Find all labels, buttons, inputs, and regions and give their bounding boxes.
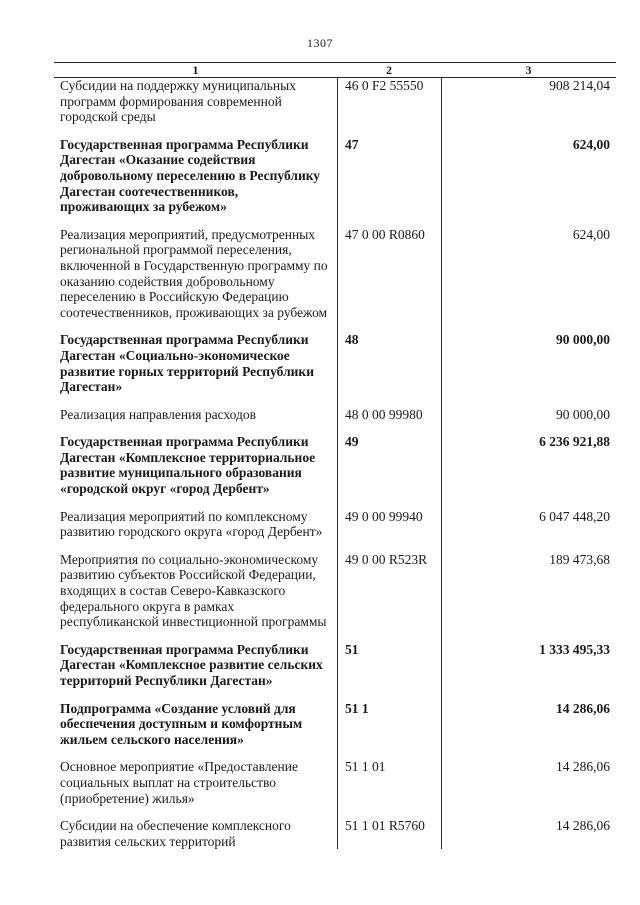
- row-name: Реализация направления расходов: [60, 406, 257, 422]
- column-divider: [337, 78, 338, 849]
- table-header: [54, 62, 616, 78]
- row-code: 46 0 F2 55550: [345, 78, 424, 93]
- row-code: 48 0 00 99980: [345, 406, 423, 422]
- row-amount: 1 333 495,33: [539, 641, 610, 657]
- row-name: Реализация мероприятий, предусмотренных региональной программой переселения, включенной в Государственную программу по оказанию содействия добровольному переселению в Российскую Федерацию соотечественников, проживающих за рубежом: [60, 226, 328, 320]
- row-amount: 624,00: [572, 136, 610, 152]
- table-row: [54, 434, 616, 496]
- row-code: 51 1 01: [345, 759, 386, 775]
- header-col-1: 1: [192, 63, 199, 77]
- table-row: [54, 642, 616, 689]
- row-code: 51: [345, 641, 359, 657]
- row-code: 51 1 01 R5760: [345, 818, 425, 834]
- row-code: 47 0 00 R0860: [345, 226, 425, 242]
- budget-table: [54, 62, 616, 861]
- table-row: [54, 509, 616, 540]
- row-code: 49: [345, 434, 359, 450]
- row-code: 51 1: [345, 700, 369, 716]
- table-row: [54, 227, 616, 321]
- row-amount: 189 473,68: [549, 551, 610, 567]
- row-name: Государственная программа Республики Дагестан «Оказание содействия добровольному переселению в Республику Дагестан соотечественников, проживающих за рубежом»: [60, 136, 321, 215]
- row-name: Субсидии на обеспечение комплексного развития сельских территорий: [60, 818, 291, 849]
- table-row: [54, 759, 616, 806]
- table-row: [54, 78, 616, 125]
- row-amount: 14 286,06: [556, 700, 610, 716]
- row-name: Подпрограмма «Создание условий для обеспечения доступным и комфортным жильем сельского населения»: [60, 700, 303, 747]
- page-number: 1307: [307, 36, 333, 50]
- row-name: Государственная программа Республики Дагестан «Комплексное территориальное развитие муниципального образования «городской округ «город Дербент»: [60, 434, 316, 497]
- row-amount: 624,00: [572, 226, 610, 242]
- column-divider: [441, 78, 442, 849]
- row-amount: 14 286,06: [556, 759, 610, 775]
- table-row: [54, 137, 616, 215]
- row-code: 47: [345, 136, 359, 152]
- row-name: Основное мероприятие «Предоставление социальных выплат на строительство (приобретение) жилья»: [60, 759, 298, 806]
- row-name: Реализация мероприятий по комплексному развитию городского округа «город Дербент»: [60, 508, 323, 540]
- row-amount: 90 000,00: [556, 406, 610, 422]
- table-row: [54, 407, 616, 423]
- table-row: [54, 701, 616, 748]
- row-name: Субсидии на поддержку муниципальных программ формирования современной городской среды: [60, 78, 296, 125]
- row-code: 49 0 00 99940: [345, 508, 423, 524]
- table-row: [54, 332, 616, 394]
- row-name: Государственная программа Республики Дагестан «Комплексное развитие сельских территорий Республики Дагестан»: [60, 641, 323, 688]
- row-name: Мероприятия по социально-экономическому развитию субъектов Российской Федерации, входящих в состав Северо-Кавказского федерального округа в рамках республиканской инвестиционной программы: [60, 551, 327, 630]
- row-amount: 6 047 448,20: [539, 508, 610, 524]
- row-amount: 90 000,00: [556, 332, 610, 348]
- row-code: 48: [345, 332, 359, 348]
- table-row: [54, 552, 616, 630]
- header-col-3: 3: [525, 63, 532, 77]
- row-amount: 908 214,04: [549, 78, 610, 93]
- table-row: [54, 818, 616, 849]
- header-col-2: 2: [386, 63, 392, 77]
- table-body: [54, 78, 616, 849]
- row-amount: 14 286,06: [556, 818, 610, 834]
- row-amount: 6 236 921,88: [539, 434, 610, 450]
- row-code: 49 0 00 R523R: [345, 551, 428, 567]
- row-name: Государственная программа Республики Дагестан «Социально-экономическое развитие горных территорий Республики Дагестан»: [60, 332, 314, 395]
